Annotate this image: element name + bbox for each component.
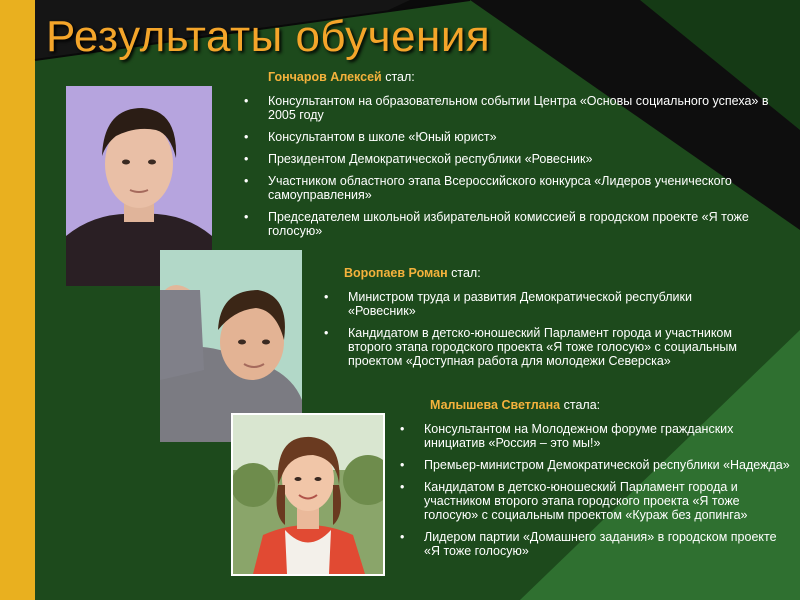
list-item: • Консультантом на Молодежном форуме гражданских инициатив «Россия – это мы!» [396, 422, 792, 450]
student-name: Малышева Светлана [430, 398, 561, 412]
achievement-list [240, 94, 790, 238]
list-item: • Консультантом на образовательном событии Центра «Основы социального успеха» в 2005 году [240, 94, 790, 122]
list-item: • Кандидатом в детско-юношеский Парламент города и участником второго этапа городского проекта «Я тоже голосую» с социальным проектом «Кураж без допинга» [396, 480, 792, 522]
list-item: • Министром труда и развития Демократической республики «Ровесник» [320, 290, 740, 318]
achievement-list [396, 422, 792, 558]
student-verb: стала: [563, 398, 601, 412]
slide-title: Результаты обучения [46, 12, 491, 61]
list-item: • Кандидатом в детско-юношеский Парламент города и участником второго этапа городского проекта «Я тоже голосую» с социальным проектом «Доступная работа для молодежи Северска» [320, 326, 740, 368]
student-verb: стал: [451, 266, 481, 280]
list-item: • Консультантом в школе «Юный юрист» [240, 130, 790, 144]
section-malysheva [396, 398, 792, 566]
student-heading [240, 70, 790, 84]
list-item: • Лидером партии «Домашнего задания» в городском проекте «Я тоже голосую» [396, 530, 792, 558]
list-item: • Председателем школьной избирательной комиссией в городском проекте «Я тоже голосую» [240, 210, 790, 238]
list-item: • Премьер-министром Демократической республики «Надежда» [396, 458, 792, 472]
photo-malysheva [231, 413, 385, 576]
student-heading [320, 266, 740, 280]
list-item: • Президентом Демократической республики «Ровесник» [240, 152, 790, 166]
student-name: Гончаров Алексей [268, 70, 382, 84]
left-yellow-bar [0, 0, 35, 600]
student-verb: стал: [385, 70, 415, 84]
student-heading [396, 398, 792, 412]
achievement-list [320, 290, 740, 368]
section-voropaev [320, 266, 740, 376]
list-item: • Участником областного этапа Всероссийского конкурса «Лидеров ученического самоуправления» [240, 174, 790, 202]
section-goncharov [240, 70, 790, 246]
student-name: Воропаев Роман [344, 266, 448, 280]
